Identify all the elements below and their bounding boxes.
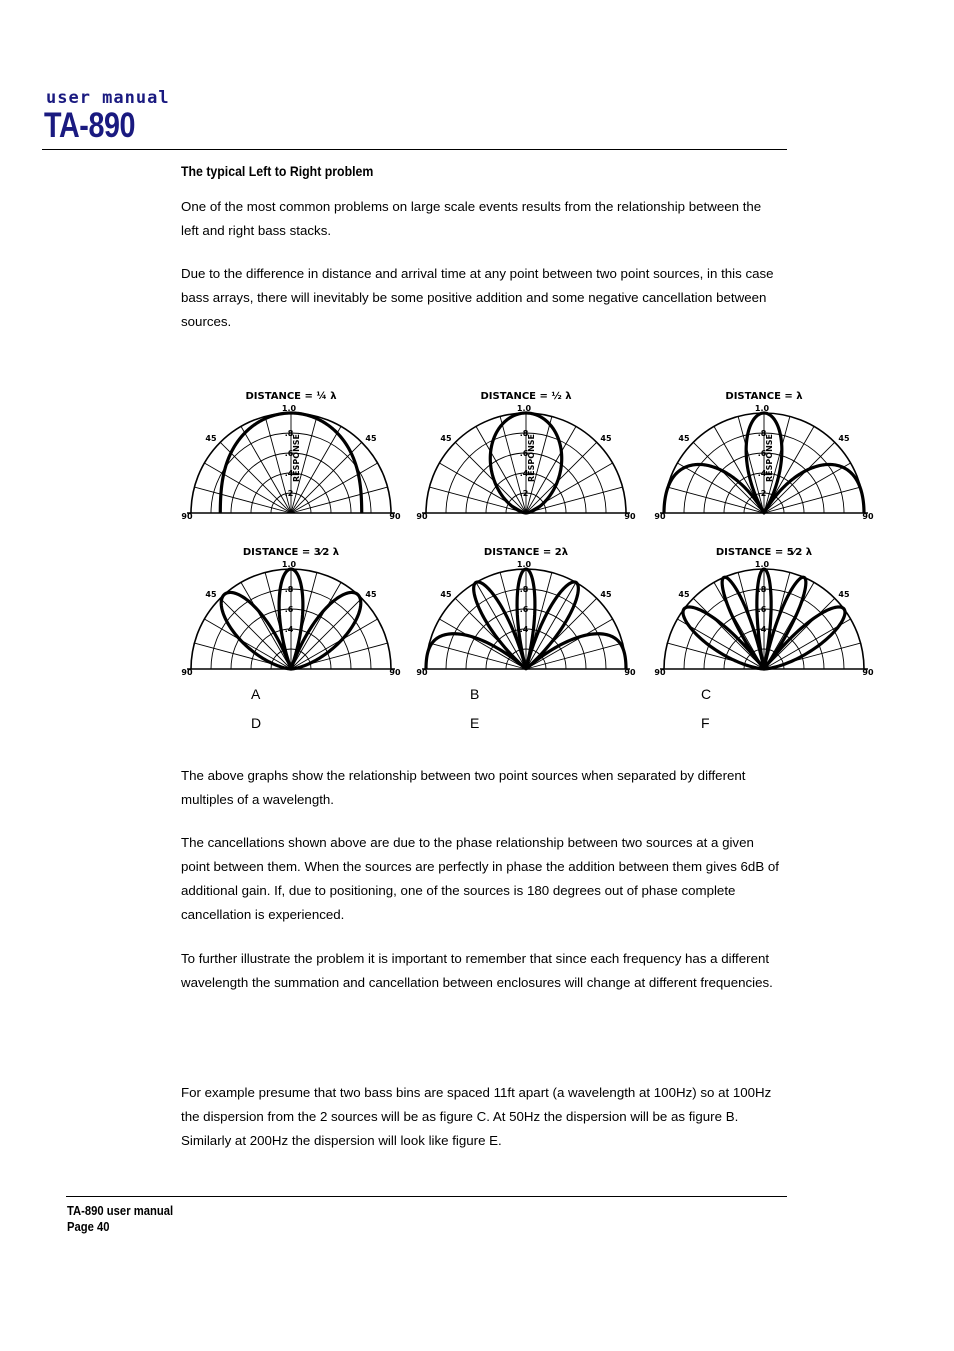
radial-tick-label: .6 [519,449,529,458]
radial-tick-label: .4 [284,625,294,634]
radial-tick-label: .2 [519,489,529,498]
angle-label: 90 [389,512,401,521]
angle-label: 45 [838,434,850,443]
footer-rule [66,1196,787,1197]
angle-label: 45 [600,434,612,443]
grid-radial [693,442,764,513]
angle-label: 90 [624,668,636,677]
grid-radial [764,442,835,513]
angle-label: 45 [205,590,217,599]
distance-label: DISTANCE = 3⁄2 λ [242,547,340,558]
manual-subtitle: user manual [46,88,170,108]
radial-tick-label: .8 [757,429,767,438]
grid-radial [241,582,291,669]
section-title: The typical Left to Right problem [181,163,374,179]
axis-label: RESPONSE [765,434,774,482]
paragraph-4: The cancellations shown above are due to the phase relationship between two sources at a given point between them. When the sources are perfectly in phase the addition between them gives 6dB of additional gain. If, due to positioning, one of the sources is 180 degrees out of phase complete cancellation is experienced. [181,835,779,922]
grid-radial [526,487,623,513]
radial-tick-label: .2 [284,489,294,498]
figure-label-c: C [701,686,712,702]
radial-tick-label: .4 [757,625,767,634]
distance-label: DISTANCE = 2λ [483,547,569,558]
grid-radial [429,487,526,513]
angle-label: 90 [862,512,874,521]
footer-manual-name: TA-890 user manual [67,1204,174,1218]
figure-label-a: A [251,686,261,702]
angle-label: 90 [862,668,874,677]
angle-label: 90 [181,512,193,521]
radial-tick-label: 1.0 [516,560,532,569]
footer-page-number: Page 40 [67,1220,110,1234]
angle-label: 45 [205,434,217,443]
radial-tick-label: .6 [757,605,767,614]
radial-tick-label: .6 [519,605,529,614]
figure-label-d: D [251,715,262,731]
angle-label: 45 [678,434,690,443]
distance-label: DISTANCE = ½ λ [480,391,572,402]
radial-tick-label: 1.0 [281,404,297,413]
grid-radial [476,426,526,513]
radial-tick-label: .6 [757,449,767,458]
radial-tick-label: .4 [284,469,294,478]
grid-radial [291,619,378,669]
paragraph-2: Due to the difference in distance and arrival time at any point between two point sources, in this case bass arrays, there will inevitably be some positive addition and some negative cancellation between sources. [181,266,774,329]
grid-radial [194,487,291,513]
angle-label: 90 [416,512,428,521]
paragraph-3: The above graphs show the relationship between two point sources when separated by different multiples of a wavelength. [181,768,746,807]
header-rule [42,149,787,150]
angle-label: 45 [440,434,452,443]
polar-plot [416,547,636,677]
paragraph-6: For example presume that two bass bins are spaced 11ft apart (a wavelength at 100Hz) so at 100Hz the dispersion from the 2 sources will be as figure C. At 50Hz the dispersion will be as figure B. Similarly at 200Hz the dispersion will look like figure E. [181,1085,772,1148]
radial-tick-label: .2 [757,489,767,498]
radial-tick-label: .6 [284,605,294,614]
polar-plot [181,547,401,677]
paragraph-1: One of the most common problems on large scale events results from the relationship between the left and right bass stacks. [181,199,762,238]
polar-plot [181,390,401,521]
angle-label: 45 [838,590,850,599]
radial-tick-label: 1.0 [516,404,532,413]
distance-label: DISTANCE = 5⁄2 λ [715,547,813,558]
grid-radial [291,463,378,513]
angle-label: 90 [181,668,193,677]
angle-label: 90 [416,668,428,677]
grid-radial [291,487,388,513]
angle-label: 90 [389,668,401,677]
angle-label: 45 [365,590,377,599]
distance-label: DISTANCE = λ [725,391,803,402]
radial-tick-label: .4 [519,625,529,634]
figure-label-b: B [470,686,480,702]
radial-tick-label: 1.0 [281,560,297,569]
axis-label: RESPONSE [527,434,536,482]
angle-label: 90 [624,512,636,521]
angle-label: 45 [365,434,377,443]
manual-title: TA-890 [44,106,136,145]
grid-radial [204,463,291,513]
paragraph-5: To further illustrate the problem it is important to remember that since each frequency has a different wavelength the summation and cancellation between enclosures will change at different frequencies. [181,951,773,990]
angle-label: 45 [440,590,452,599]
angle-label: 45 [678,590,690,599]
radial-tick-label: .4 [757,469,767,478]
polar-plots-figure [181,383,881,680]
radial-tick-label: .6 [284,449,294,458]
polar-plot [654,391,874,521]
radial-tick-label: .8 [757,585,767,594]
grid-radial [204,619,291,669]
radial-tick-label: 1.0 [754,560,770,569]
radial-tick-label: 1.0 [754,404,770,413]
polar-plot [416,391,636,521]
radial-tick-label: .4 [519,469,529,478]
radial-tick-label: .8 [519,585,529,594]
radial-tick-label: .8 [284,585,294,594]
grid-radial [291,582,341,669]
distance-label: DISTANCE = ¼ λ [245,391,337,402]
angle-label: 90 [654,668,666,677]
angle-label: 45 [600,590,612,599]
figure-label-f: F [701,715,710,731]
radial-tick-label: .8 [284,429,294,438]
angle-label: 90 [654,512,666,521]
grid-radial [241,426,291,513]
axis-label: RESPONSE [292,434,301,482]
polar-plot [654,547,874,677]
figure-label-e: E [470,715,480,731]
radial-tick-label: .8 [519,429,529,438]
